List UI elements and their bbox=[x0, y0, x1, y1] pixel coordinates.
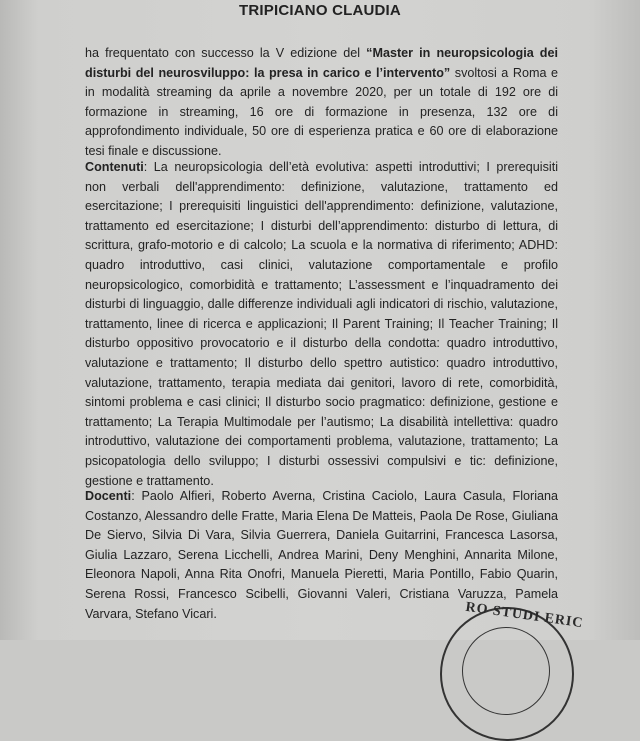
intro-prefix: ha frequentato con successo la V edizione del bbox=[85, 46, 367, 60]
teachers-text: : Paolo Alfieri, Roberto Averna, Cristina Caciolo, Laura Casula, Floriana Costanzo, Alessandro delle Fratte, Maria Elena De Matteis, Paola De Rose, Giuliana De Siervo, Silvia Di Vara, Silvia Guerrera, Daniela Guitarrini, Francesca Lasorsa, Giulia Lazzaro, Serena Licchelli, Andrea Marini, Deny Menghini, Annarita Milone, Eleonora Napoli, Anna Rita Onofri, Manuela Pieretti, Maria Pontillo, Fabio Quarin, Serena Rossi, Francesco Scibelli, Giovanni Valeri, Cristiana Varuzza, Pamela Varvara, Stefano Vicari. bbox=[85, 489, 558, 621]
stamp-text: RO STUDI ERIC bbox=[464, 599, 585, 632]
contents-paragraph bbox=[85, 158, 558, 491]
recipient-name: TRIPICIANO CLAUDIA bbox=[239, 2, 401, 19]
intro-paragraph bbox=[85, 44, 558, 162]
contents-text: : La neuropsicologia dell’età evolutiva: aspetti introduttivi; I prerequisiti non verbali dell'apprendimento: definizione, valutazione, trattamento ed esercitazione; I prerequisiti linguistici dell'apprendimento: definizione, valutazione, trattamento ed esercitazione; I disturbi dell’apprendimento: disturbo di lettura, di scrittura, grafo-motorio e di calcolo; La scuola e la normativa di riferimento; ADHD: quadro introduttivo, casi clinici, valutazione comportamentale e profilo neuropsicologico, comorbidità e trattamento; L’assessment e l’inquadramento dei disturbi di linguaggio, dalle differenze individuali agli indicatori di rischio, valutazione, trattamento, linee di ricerca e applicazioni; Il Parent Training; Il Teacher Training; Il disturbo oppositivo provocatorio e il disturbo della condotta: quadro introduttivo, valutazione e trattamento; Il disturbo dello spettro autistico: quadro introduttivo, valutazione, trattamento, terapia mediata dai genitori, lavoro di rete, comorbidità, sintomi problema e casi clinici; Il disturbo socio pragmatico: definizione, gestione e trattamento; La Terapia Multimodale per l’autismo; La disabilità intellettiva: quadro introduttivo, valutazione dei comportamenti problema, valutazione, trattamento; La psicopatologia dello sviluppo; I disturbi ossessivi compulsivi e tic: definizione, gestione e trattamento. bbox=[85, 160, 558, 488]
master-title: “Master in neuropsicologia dei disturbi del neurosviluppo: la presa in carico e l’intervento” bbox=[85, 46, 558, 80]
contents-label: Contenuti bbox=[85, 160, 144, 174]
intro-suffix: svoltosi a Roma e in modalità streaming da aprile a novembre 2020, per un totale di 192 ore di formazione in streaming, 16 ore di formazione in presenza, 132 ore di approfondimento individuale, 50 ore di esperienza pratica e 60 ore di elaborazione tesi finale e discussione. bbox=[85, 65, 558, 158]
official-stamp-inner bbox=[462, 627, 550, 715]
teachers-label: Docenti bbox=[85, 489, 132, 503]
